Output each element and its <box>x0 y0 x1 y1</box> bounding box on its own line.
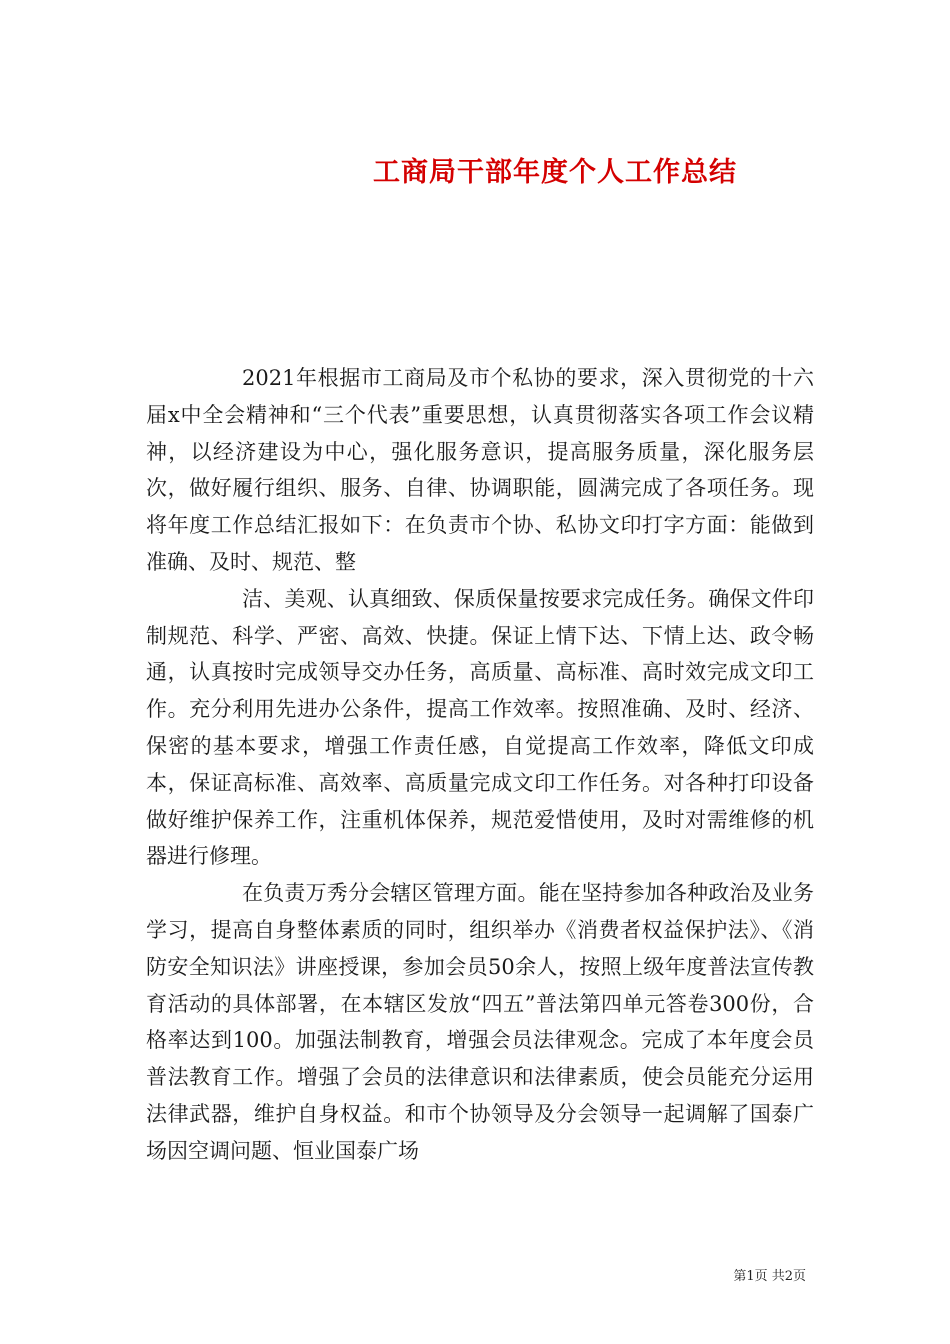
page-number: 第1页 共2页 <box>733 1269 806 1284</box>
paragraph-3: 在负责万秀分会辖区管理方面。能在坚持参加各种政治及业务学习，提高自身整体素质的同时，组织举办《消费者权益保护法》、《消防安全知识法》讲座授课，参加会员50余人，按照上级年度普法宣传教育活动的具体部署，在本辖区发放“四五”普法第四单元答卷300份，合格率达到100。加强法制教育，增强会员法律观念。完成了本年度会员普法教育工作。增强了会员的法律意识和法律素质，使会员能充分运用法律武器，维护自身权益。和市个协领导及分会领导一起调解了国泰广场因空调问题、恒业国泰广场 <box>146 881 814 1163</box>
paragraph-2: 洁、美观、认真细致、保质保量按要求完成任务。确保文件印制规范、科学、严密、高效、快捷。保证上情下达、下情上达、政令畅通，认真按时完成领导交办任务，高质量、高标准、高时效完成文印工作。充分利用先进办公条件，提高工作效率。按照准确、及时、经济、保密的基本要求，增强工作责任感，自觉提高工作效率，降低文印成本，保证高标准、高效率、高质量完成文印工作任务。对各种打印设备做好维护保养工作，注重机体保养，规范爱惜使用，及时对需维修的机器进行修理。 <box>146 586 814 869</box>
document-body <box>146 360 814 1170</box>
document-title: 工商局干部年度个人工作总结 <box>373 157 737 189</box>
paragraph-1: 2021年根据市工商局及市个私协的要求，深入贯彻党的十六届x中全会精神和“三个代表”重要思想，认真贯彻落实各项工作会议精神，以经济建设为中心，强化服务意识，提高服务质量，深化服务层次，做好履行组织、服务、自律、协调职能，圆满完成了各项任务。现将年度工作总结汇报如下：在负责市个协、私协文印打字方面：能做到准确、及时、规范、整 <box>146 366 814 574</box>
